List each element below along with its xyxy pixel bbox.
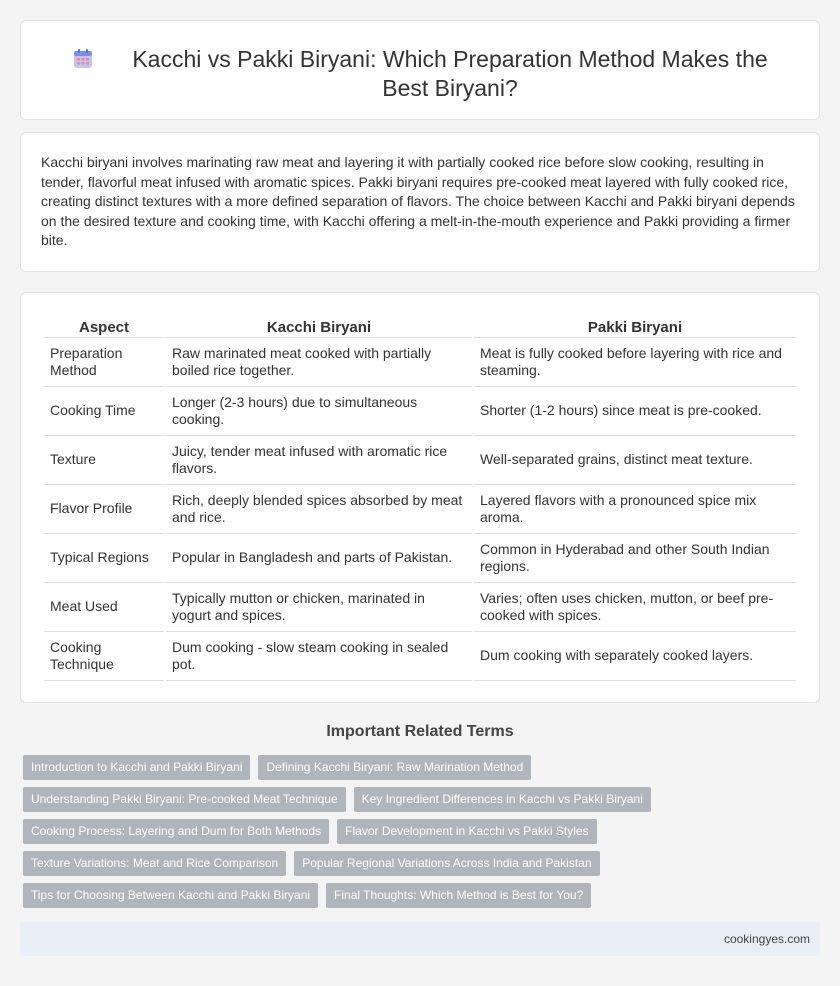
intro-paragraph: Kacchi biryani involves marinating raw meat and layering it with partially cooked rice before slow cooking, resulting in tender, flavorful meat infused with aromatic spices. Pakki biryani requires pre-cooked meat layered with fully cooked rice, creating distinct textures with a more defined separation of flavors. The choice between Kacchi and Pakki biryani depends on the desired texture and cooking time, with Kacchi offering a melt-in-the-mouth experience and Pakki providing a firmer bite.	[41, 154, 795, 249]
pakki-cell: Meat is fully cooked before layering with rice and steaming.	[474, 338, 796, 387]
aspect-cell: Texture	[44, 436, 164, 485]
header-kacchi: Kacchi Biryani	[166, 315, 472, 338]
pakki-cell: Varies; often uses chicken, mutton, or beef pre-cooked with spices.	[474, 583, 796, 632]
related-term-tag[interactable]: Final Thoughts: Which Method is Best for You?	[326, 883, 591, 908]
kacchi-cell: Rich, deeply blended spices absorbed by meat and rice.	[166, 485, 472, 534]
kacchi-cell: Raw marinated meat cooked with partially boiled rice together.	[166, 338, 472, 387]
related-terms-title: Important Related Terms	[326, 723, 514, 740]
related-terms-list	[23, 755, 823, 915]
footer	[20, 922, 820, 956]
pakki-cell: Common in Hyderabad and other South Indian regions.	[474, 534, 796, 583]
aspect-cell: Cooking Technique	[44, 632, 164, 681]
table-row	[44, 485, 796, 534]
comparison-table	[42, 315, 798, 681]
kacchi-cell: Typically mutton or chicken, marinated in yogurt and spices.	[166, 583, 472, 632]
related-term-tag[interactable]: Texture Variations: Meat and Rice Comparison	[23, 851, 286, 876]
related-term-tag[interactable]: Cooking Process: Layering and Dum for Both Methods	[23, 819, 329, 844]
pakki-cell: Shorter (1-2 hours) since meat is pre-cooked.	[474, 387, 796, 436]
kacchi-cell: Dum cooking - slow steam cooking in sealed pot.	[166, 632, 472, 681]
related-term-tag[interactable]: Understanding Pakki Biryani: Pre-cooked Meat Technique	[23, 787, 346, 812]
aspect-cell: Flavor Profile	[44, 485, 164, 534]
related-term-tag[interactable]: Popular Regional Variations Across India and Pakistan	[294, 851, 599, 876]
table-row	[44, 632, 796, 681]
header-pakki: Pakki Biryani	[474, 315, 796, 338]
table-row	[44, 534, 796, 583]
related-term-tag[interactable]: Tips for Choosing Between Kacchi and Pakki Biryani	[23, 883, 318, 908]
table-row	[44, 338, 796, 387]
aspect-cell: Preparation Method	[44, 338, 164, 387]
pakki-cell: Layered flavors with a pronounced spice mix aroma.	[474, 485, 796, 534]
table-row	[44, 436, 796, 485]
related-term-tag[interactable]: Defining Kacchi Biryani: Raw Marination Method	[258, 755, 531, 780]
pakki-cell: Dum cooking with separately cooked layers.	[474, 632, 796, 681]
aspect-cell: Cooking Time	[44, 387, 164, 436]
pakki-cell: Well-separated grains, distinct meat texture.	[474, 436, 796, 485]
header-aspect: Aspect	[44, 315, 164, 338]
table-row	[44, 583, 796, 632]
related-term-tag[interactable]: Introduction to Kacchi and Pakki Biryani	[23, 755, 250, 780]
related-term-tag[interactable]: Flavor Development in Kacchi vs Pakki Styles	[337, 819, 596, 844]
table-row	[44, 387, 796, 436]
footer-site[interactable]: cookingyes.com	[723, 932, 810, 946]
comparison-card	[20, 292, 820, 703]
related-term-tag[interactable]: Key Ingredient Differences in Kacchi vs Pakki Biryani	[354, 787, 651, 812]
title-card	[20, 20, 820, 120]
kacchi-cell: Popular in Bangladesh and parts of Pakistan.	[166, 534, 472, 583]
page-title: Kacchi vs Pakki Biryani: Which Preparation Method Makes the Best Biryani?	[132, 46, 768, 101]
aspect-cell: Typical Regions	[44, 534, 164, 583]
kacchi-cell: Juicy, tender meat infused with aromatic rice flavors.	[166, 436, 472, 485]
aspect-cell: Meat Used	[44, 583, 164, 632]
intro-card	[20, 132, 820, 272]
kacchi-cell: Longer (2-3 hours) due to simultaneous cooking.	[166, 387, 472, 436]
table-header-row	[44, 315, 796, 338]
